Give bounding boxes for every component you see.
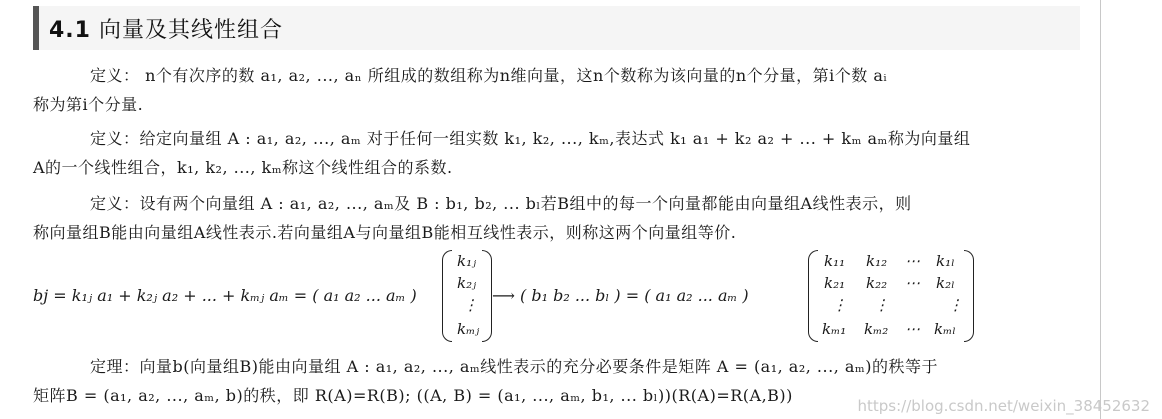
matrix-cell: kₘ₁	[822, 320, 847, 338]
definition-equivalence-line2: 称向量组B能由向量组A线性表示.若向量组A与向量组B能相互线性表示，则称这两个向量组等价.	[33, 223, 737, 242]
matrix-cell: k₁₁	[824, 252, 846, 270]
formula-lhs: bj = k₁ⱼ a₁ + k₂ⱼ a₂ + ... + kₘⱼ aₘ = ( a₁ a₂ ... aₘ )	[33, 286, 417, 305]
matrix-cell: kₘₗ	[934, 320, 956, 338]
page-divider	[1100, 0, 1101, 419]
right-paren	[964, 250, 974, 342]
section-header	[33, 6, 1080, 50]
matrix-cell: k₂ₗ	[936, 274, 955, 292]
definition-vector	[33, 61, 1083, 119]
formula-rhs: ⟶ ( b₁ b₂ ... bₗ ) = ( a₁ a₂ ... aₘ )	[492, 286, 749, 305]
watermark: https://blog.csdn.net/weixin_38452632	[857, 397, 1150, 415]
vector-cell: kₘⱼ	[457, 320, 480, 338]
matrix-cell: k₁₂	[866, 252, 888, 270]
section-number: 4.1	[49, 18, 91, 43]
definition-vector-line2: 称为第i个分量.	[33, 95, 144, 114]
vector-cell: k₁ⱼ	[457, 252, 477, 270]
right-paren	[482, 250, 492, 342]
matrix-cell: k₂₁	[824, 274, 846, 292]
theorem-rank-line1: 定理：向量b(向量组B)能由向量组 A : a₁, a₂, ..., aₘ线性表示的充分必要条件是矩阵 A = (a₁, a₂, ..., aₘ)的秩等于	[90, 357, 938, 376]
definition-linear-combination-line2: A的一个线性组合，k₁, k₂, ..., kₘ称这个线性组合的系数.	[33, 158, 453, 177]
matrix-cell: ⋯	[905, 320, 920, 338]
vector-cell: k₂ⱼ	[457, 274, 477, 292]
matrix-cell: ⋮	[832, 296, 847, 314]
definition-linear-combination-line1: 定义：给定向量组 A : a₁, a₂, ..., aₘ 对于任何一组实数 k₁, k₂, ..., kₘ,表达式 k₁ a₁ + k₂ a₂ + ... + kₘ aₘ称为向量组	[90, 129, 971, 148]
section-title-text: 向量及其线性组合	[98, 18, 283, 43]
coefficient-matrix	[808, 250, 974, 342]
definition-equivalence-line1: 定义：设有两个向量组 A : a₁, a₂, ..., aₘ及 B : b₁, b₂, ... bₗ若B组中的每一个向量都能由向量组A线性表示，则	[90, 194, 912, 213]
matrix-cell: kₘ₂	[864, 320, 889, 338]
section-title	[49, 13, 283, 44]
theorem-rank-line2: 矩阵B = (a₁, a₂, ..., aₘ, b)的秩，即 R(A)=R(B); ((A, B) = (a₁, ..., aₘ, b₁, ... bₗ))(R(A)=R(A,B))	[33, 386, 793, 405]
matrix-cell: k₁ₗ	[936, 252, 955, 270]
vector-cell: ⋮	[463, 296, 478, 314]
left-paren	[808, 250, 818, 342]
matrix-cell: ⋯	[905, 274, 920, 292]
matrix-cell: k₂₂	[866, 274, 888, 292]
matrix-cell: ⋯	[905, 252, 920, 270]
matrix-cell: ⋮	[948, 296, 963, 314]
definition-equivalence	[33, 189, 1083, 247]
definition-vector-line1: 定义： n个有次序的数 a₁, a₂, ..., aₙ 所组成的数组称为n维向量，这n个数称为该向量的n个分量，第i个数 aᵢ	[90, 66, 888, 85]
left-paren	[442, 250, 452, 342]
definition-linear-combination	[33, 124, 1083, 182]
coefficient-column-vector	[442, 250, 492, 342]
matrix-cell: ⋮	[874, 296, 889, 314]
formula-block	[33, 250, 1083, 345]
